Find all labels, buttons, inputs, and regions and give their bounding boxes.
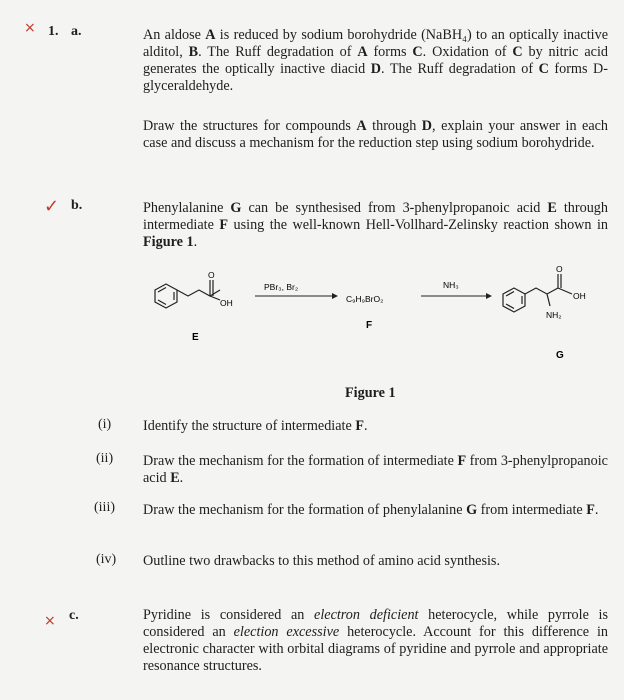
sub-ii-text: Draw the mechanism for the formation of intermediate F from 3-phenylpropanoic acid E. — [143, 453, 608, 486]
part-c-label: c. — [69, 608, 79, 623]
sub-i-text: Identify the structure of intermediate F. — [143, 418, 368, 434]
figure-caption: Figure 1 — [345, 385, 396, 401]
label-f: F — [366, 320, 373, 331]
reagent-2: NH₃ — [443, 280, 459, 290]
label-g: G — [556, 350, 564, 361]
molecule-g — [503, 274, 572, 312]
molecule-e — [155, 280, 220, 308]
sub-iv-label: (iv) — [96, 552, 117, 567]
part-b-label: b. — [71, 198, 83, 213]
e-oh-label: OH — [220, 298, 233, 308]
g-o-label: O — [556, 264, 563, 274]
part-a-paragraph-1: An aldose A is reduced by sodium borohydride (NaBH₄) to an optically inactive alditol, B. The Ruff degradation of A forms C. Oxidation of C by nitric acid generates the optically inactive diacid D. The Ruff degradation of C forms D-glyceraldehyde. — [143, 27, 608, 94]
arrow-2-head — [486, 293, 492, 299]
reaction-scheme — [140, 262, 610, 372]
g-oh-label: OH — [573, 291, 586, 301]
part-c-paragraph: Pyridine is considered an electron deficient heterocycle, while pyrrole is considered an election excessive heterocycle. Account for this difference in electronic character with orbital diagrams of pyridine and pyrrole and appropriate resonance structures. — [143, 607, 609, 674]
part-b-paragraph: Phenylalanine G can be synthesised from 3-phenylpropanoic acid E through intermediate F using the well-known Hell-Vollhard-Zelinsky reaction shown in Figure 1. — [143, 200, 609, 250]
question-number: 1. — [48, 24, 59, 39]
e-o-label: O — [208, 270, 215, 280]
part-a-label: a. — [71, 24, 82, 39]
sub-i-label: (i) — [98, 417, 112, 432]
cross-mark-c: × — [44, 613, 56, 629]
sub-ii-label: (ii) — [96, 451, 114, 466]
intermediate-formula: C₉H₉BrO₂ — [346, 294, 384, 304]
arrow-1-head — [332, 293, 338, 299]
check-mark-b: ✓ — [44, 196, 60, 217]
g-nh2-label: NH₂ — [546, 310, 562, 320]
sub-iii-text: Draw the mechanism for the formation of phenylalanine G from intermediate F. — [143, 502, 599, 518]
part-a-paragraph-2: Draw the structures for compounds A through D, explain your answer in each case and discuss a mechanism for the reduction step using sodium borohydride. — [143, 118, 609, 151]
sub-iv-text: Outline two drawbacks to this method of amino acid synthesis. — [143, 553, 500, 569]
cross-mark-1: × — [24, 20, 36, 36]
sub-iii-label: (iii) — [94, 500, 115, 515]
label-e: E — [192, 332, 199, 343]
reagent-1: PBr₃, Br₂ — [264, 282, 299, 292]
